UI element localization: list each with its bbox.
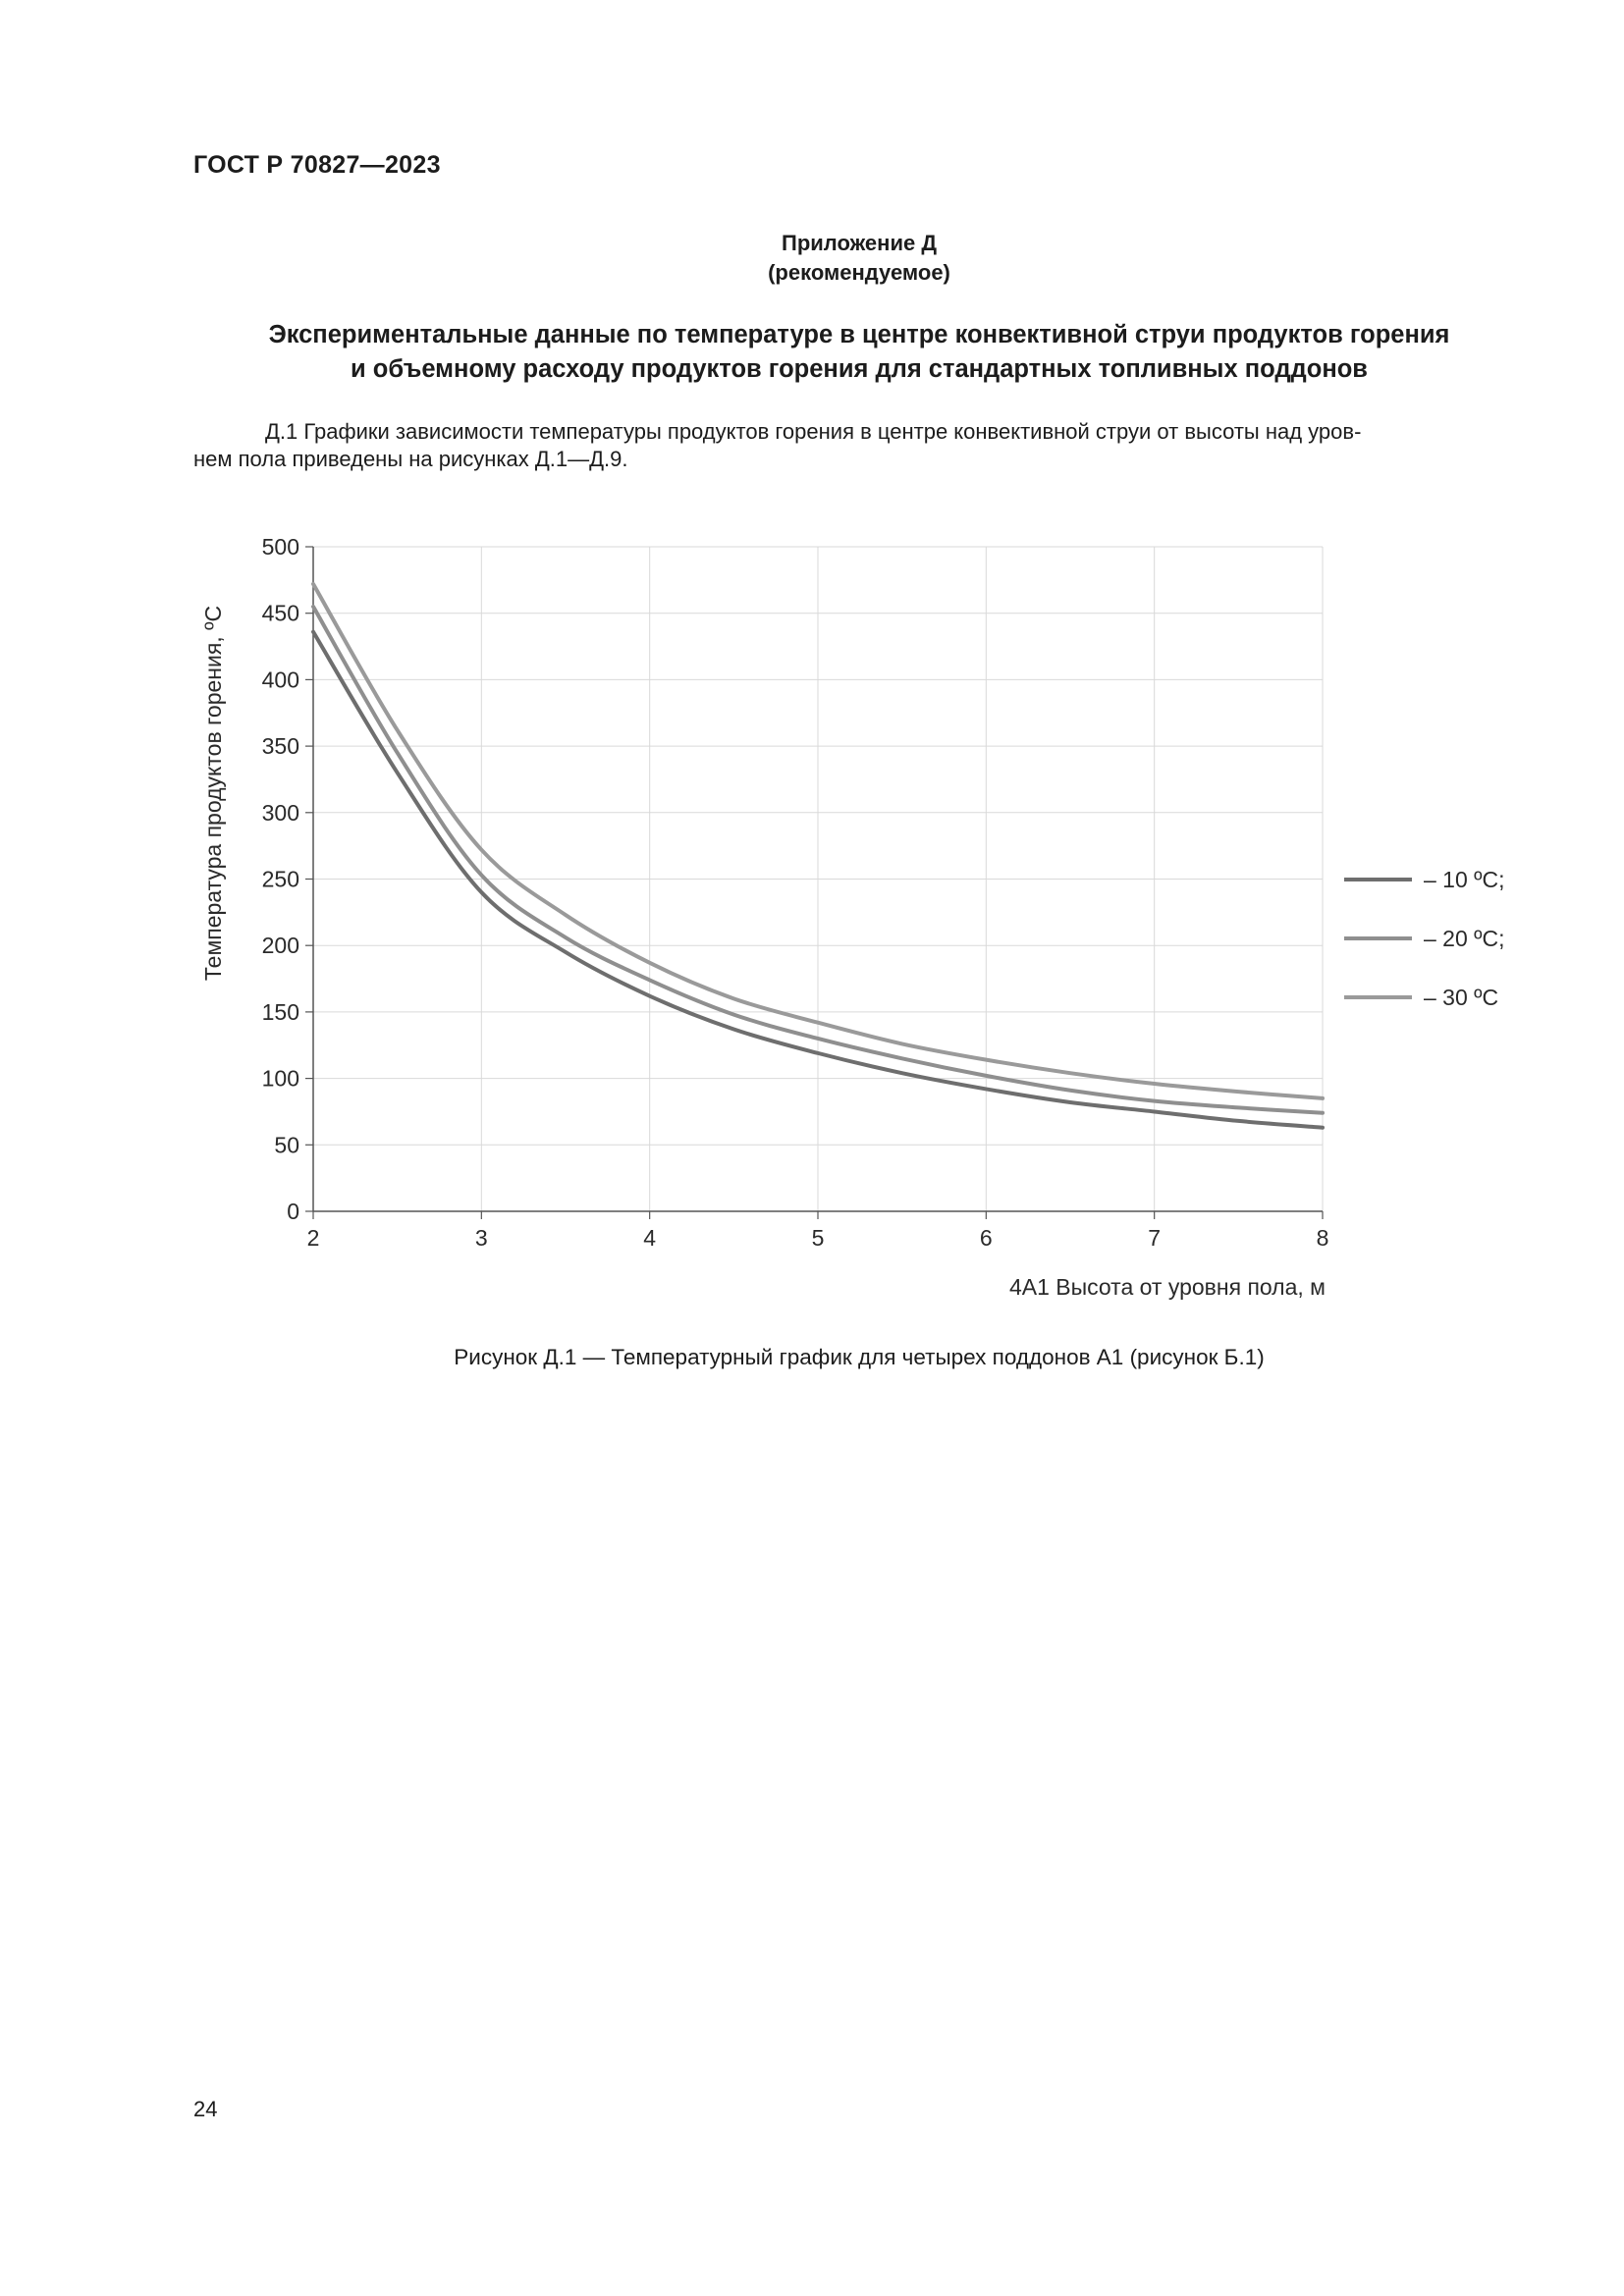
- legend-label-3: – 30 ºС: [1424, 985, 1499, 1010]
- y-tick-label: 200: [261, 933, 299, 959]
- appendix-status: (рекомендуемое): [768, 260, 950, 285]
- paragraph-line-2: нем пола приведены на рисунках Д.1—Д.9.: [193, 447, 628, 471]
- document-code: ГОСТ Р 70827—2023: [193, 151, 441, 179]
- x-tick-label: 6: [979, 1225, 993, 1251]
- x-tick-label: 5: [811, 1225, 825, 1251]
- x-tick-label: 4: [643, 1225, 657, 1251]
- y-tick-label: 500: [261, 534, 299, 560]
- x-tick-label: 3: [474, 1225, 488, 1251]
- y-tick-labels: [262, 534, 313, 1224]
- legend-label-2: – 20 ºС;: [1424, 926, 1505, 951]
- y-tick-label: 250: [261, 866, 299, 892]
- paragraph-line-1: Д.1 Графики зависимости температуры продуктов горения в центре конвективной струи от высоты над уров-: [265, 419, 1362, 444]
- y-tick-label: 400: [261, 667, 299, 693]
- page-number: 24: [193, 2097, 218, 2121]
- legend-label-1: – 10 ºС;: [1424, 867, 1505, 892]
- x-tick-labels: [307, 1211, 1329, 1251]
- x-axis-label: 4А1 Высота от уровня пола, м: [1008, 1274, 1326, 1300]
- section-heading-line-1: Экспериментальные данные по температуре в центре конвективной струи продуктов горения: [268, 321, 1450, 348]
- x-tick-label: 8: [1316, 1225, 1329, 1251]
- y-axis-label: Температура продуктов горения, ºС: [200, 605, 226, 982]
- x-tick-label: 7: [1148, 1225, 1162, 1251]
- x-tick-label: 2: [306, 1225, 320, 1251]
- y-tick-label: 150: [261, 998, 299, 1025]
- y-tick-label: 450: [261, 600, 299, 626]
- section-heading-line-2: и объемному расходу продуктов горения для стандартных топливных поддонов: [351, 355, 1368, 383]
- y-tick-label: 100: [261, 1065, 299, 1092]
- y-tick-label: 300: [261, 799, 299, 826]
- appendix-title: Приложение Д: [782, 231, 937, 255]
- y-tick-label: 50: [274, 1132, 299, 1158]
- chart-legend: [1344, 867, 1505, 1010]
- y-tick-label: 350: [261, 733, 299, 760]
- figure-caption: Рисунок Д.1 — Температурный график для четырех поддонов А1 (рисунок Б.1): [454, 1345, 1265, 1369]
- y-tick-label: 0: [287, 1199, 299, 1224]
